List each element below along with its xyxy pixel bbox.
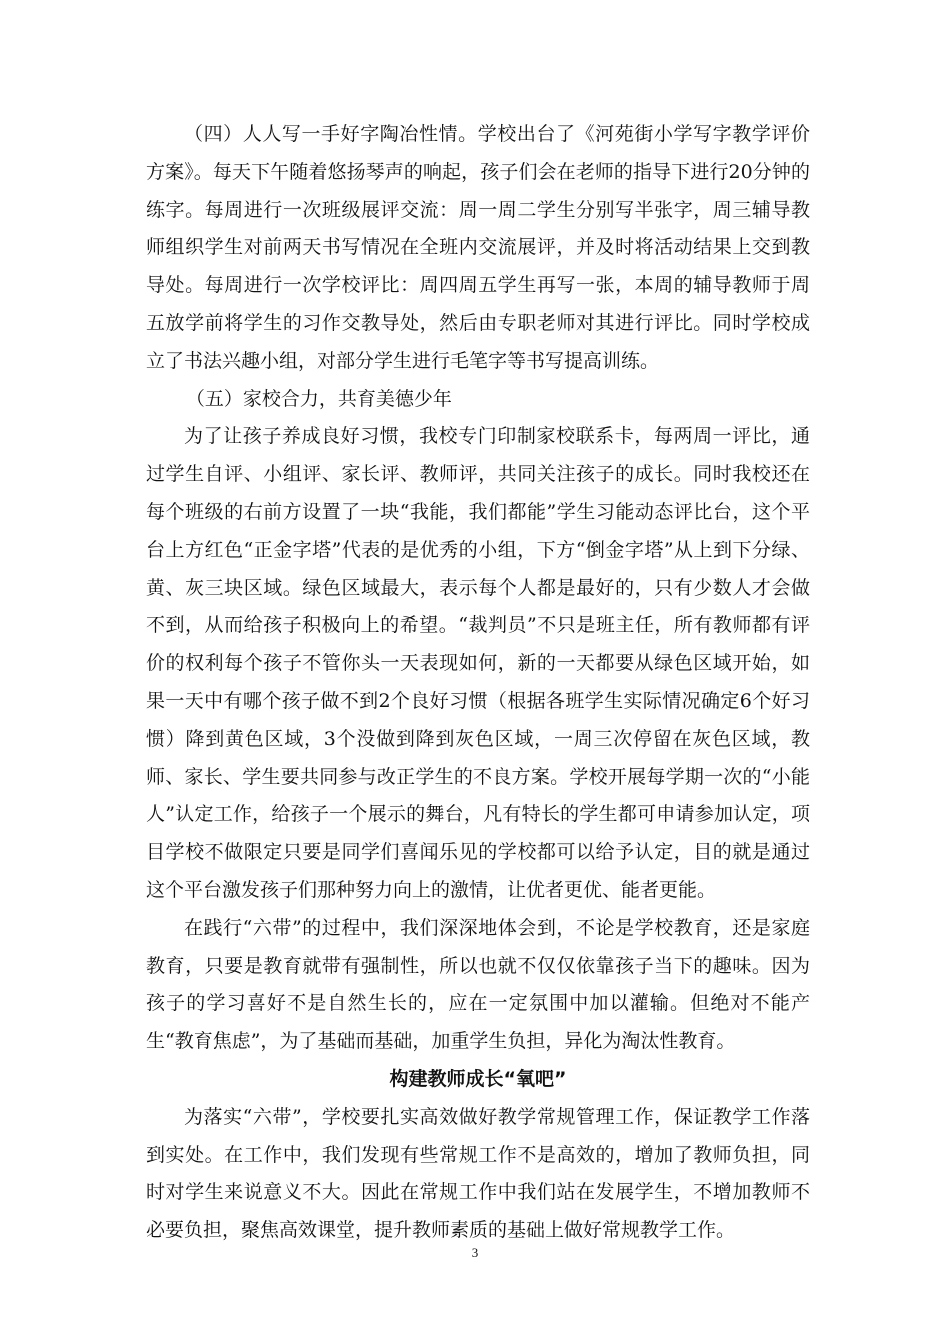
subheading-home-school: （五）家校合力，共育美德少年 xyxy=(185,387,452,410)
section-heading: 构建教师成长“氧吧” xyxy=(389,1067,567,1090)
paragraph-handwriting: （四）人人写一手好字陶冶性情。学校出台了《河苑街小学写字教学评价方案》。每天下午随着悠扬琴声的响起，孩子们会在老师的指导下进行20分钟的练字。每周进行一次班级展评交流：周一周二学生分别写半张字，周三辅导教师组织学生对前两天书写情况在全班内交流展评，并及时将活动结果上交到教导处。每周进行一次学校评比：周四周五学生再写一张，本周的辅导教师于周五放学前将学生的习作交教导处，然后由专职老师对其进行评比。同时学校成立了书法兴趣小组，对部分学生进行毛笔字等书写提高训练。 xyxy=(146,123,810,372)
page-number: 3 xyxy=(471,1245,479,1260)
paragraph-teaching-routine: 为落实“六带”，学校要扎实高效做好教学常规管理工作，保证教学工作落到实处。在工作中，我们发现有些常规工作不是高效的，增加了教师负担，同时对学生来说意义不大。因此在常规工作中我们站在发展学生，不增加教师不必要负担，聚焦高效课堂，提升教师素质的基础上做好常规教学工作。 xyxy=(146,1105,810,1242)
body-text xyxy=(146,116,810,1250)
paragraph-habits: 为了让孩子养成良好习惯，我校专门印制家校联系卡，每两周一评比，通过学生自评、小组评、家长评、教师评，共同关注孩子的成长。同时我校还在每个班级的右前方设置了一块“我能，我们都能”学生习能动态评比台，这个平台上方红色“正金字塔”代表的是优秀的小组，下方“倒金字塔”从上到下分绿、黄、灰三块区域。绿色区域最大，表示每个人都是最好的，只有少数人才会做不到，从而给孩子积极向上的希望。“裁判员”不只是班主任，所有教师都有评价的权利每个孩子不管你头一天表现如何，新的一天都要从绿色区域开始，如果一天中有哪个孩子做不到2个良好习惯（根据各班学生实际情况确定6个好习惯）降到黄色区域，3个没做到降到灰色区域，一周三次停留在灰色区域，教师、家长、学生要共同参与改正学生的不良方案。学校开展每学期一次的“小能人”认定工作，给孩子一个展示的舞台，凡有特长的学生都可申请参加认定，项目学校不做限定只要是同学们喜闻乐见的学校都可以给予认定，目的就是通过这个平台激发孩子们那种努力向上的激情，让优者更优、能者更能。 xyxy=(146,425,810,901)
paragraph-six-bands: 在践行“六带”的过程中，我们深深地体会到，不论是学校教育，还是家庭教育，只要是教育就带有强制性，所以也就不仅仅依靠孩子当下的趣味。因为孩子的学习喜好不是自然生长的，应在一定氛围中加以灌输。但绝对不能产生“教育焦虑”，为了基础而基础，加重学生负担，异化为淘汰性教育。 xyxy=(146,916,810,1053)
